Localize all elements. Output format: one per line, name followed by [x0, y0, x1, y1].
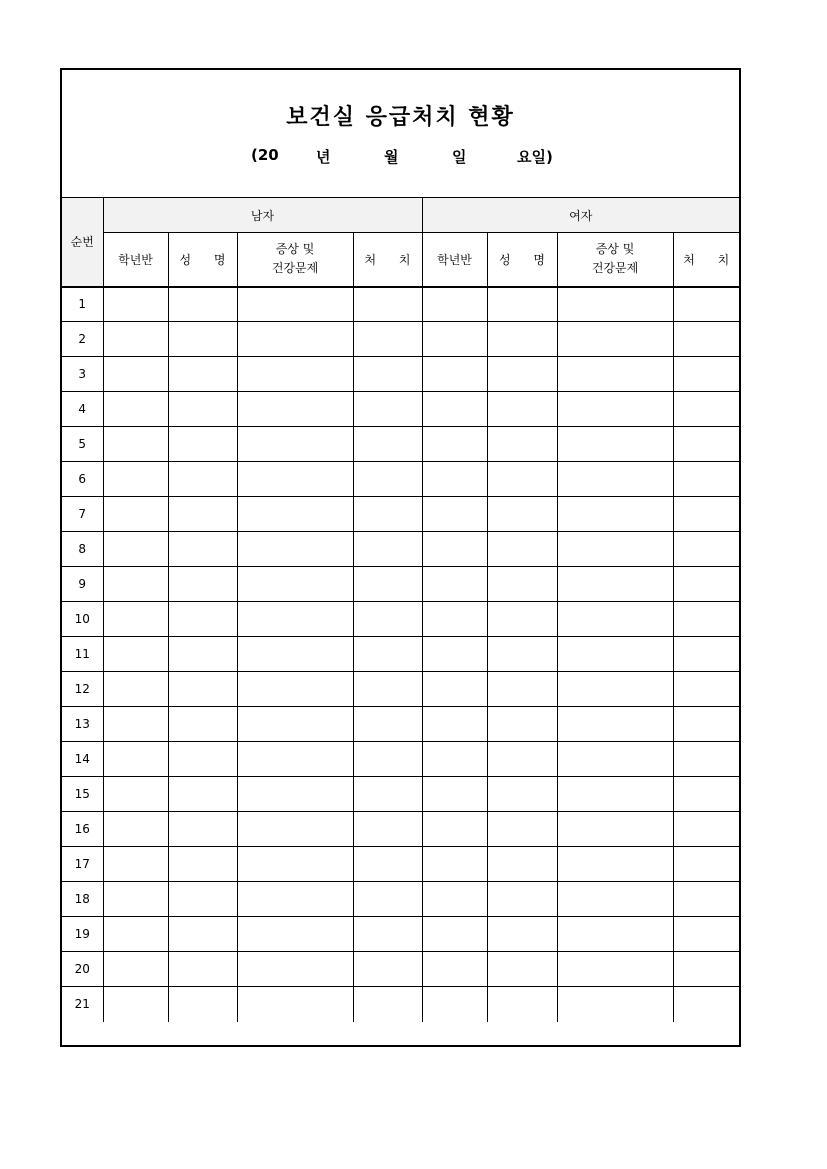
- female-class-cell[interactable]: [422, 917, 487, 952]
- female-treatment-header: 처 치: [673, 233, 739, 287]
- female-symptom-cell[interactable]: [557, 497, 673, 532]
- female-treatment-cell[interactable]: [673, 637, 739, 672]
- female-symptom-cell[interactable]: [557, 742, 673, 777]
- male-class-cell[interactable]: [103, 987, 168, 1022]
- female-treatment-cell[interactable]: [673, 392, 739, 427]
- male-symptom-cell[interactable]: [237, 637, 353, 672]
- female-class-cell[interactable]: [422, 882, 487, 917]
- female-treatment-cell[interactable]: [673, 707, 739, 742]
- male-class-cell[interactable]: [103, 882, 168, 917]
- table-row: [62, 322, 739, 357]
- female-class-cell[interactable]: [422, 532, 487, 567]
- row-number: 10: [62, 602, 103, 637]
- male-symptom-cell[interactable]: [237, 322, 353, 357]
- row-number: 8: [62, 532, 103, 567]
- symptom-header-line2: 건강문제: [271, 261, 319, 276]
- male-treatment-cell[interactable]: [353, 987, 422, 1022]
- male-class-cell[interactable]: [103, 672, 168, 707]
- female-class-cell[interactable]: [422, 602, 487, 637]
- table-row: [62, 602, 739, 637]
- female-name-cell[interactable]: [487, 602, 557, 637]
- table-row: [62, 462, 739, 497]
- male-class-cell[interactable]: [103, 427, 168, 462]
- male-class-cell[interactable]: [103, 777, 168, 812]
- male-treatment-cell[interactable]: [353, 532, 422, 567]
- male-name-cell[interactable]: [168, 987, 237, 1022]
- male-symptom-cell[interactable]: [237, 462, 353, 497]
- male-name-cell[interactable]: [168, 812, 237, 847]
- male-name-cell[interactable]: [168, 882, 237, 917]
- table-row: [62, 777, 739, 812]
- male-treatment-cell[interactable]: [353, 917, 422, 952]
- subtitle-open: (20: [251, 146, 279, 164]
- male-class-cell[interactable]: [103, 637, 168, 672]
- row-number: 19: [62, 917, 103, 952]
- table-row: [62, 287, 739, 322]
- female-name-cell[interactable]: [487, 462, 557, 497]
- female-class-cell[interactable]: [422, 672, 487, 707]
- female-treatment-cell[interactable]: [673, 742, 739, 777]
- table-row: [62, 672, 739, 707]
- female-treatment-cell[interactable]: [673, 847, 739, 882]
- female-class-cell[interactable]: [422, 497, 487, 532]
- female-symptom-header: [557, 233, 673, 287]
- subtitle-month: 월: [384, 148, 399, 166]
- male-class-cell[interactable]: [103, 847, 168, 882]
- male-symptom-cell[interactable]: [237, 497, 353, 532]
- row-number: 18: [62, 882, 103, 917]
- female-treatment-cell[interactable]: [673, 462, 739, 497]
- male-treatment-cell[interactable]: [353, 707, 422, 742]
- table-row: [62, 567, 739, 602]
- male-symptom-cell[interactable]: [237, 742, 353, 777]
- row-number: 3: [62, 357, 103, 392]
- male-name-cell[interactable]: [168, 777, 237, 812]
- female-symptom-cell[interactable]: [557, 987, 673, 1022]
- female-treatment-cell[interactable]: [673, 287, 739, 322]
- male-symptom-cell[interactable]: [237, 672, 353, 707]
- female-class-cell[interactable]: [422, 567, 487, 602]
- row-number: 20: [62, 952, 103, 987]
- male-treatment-cell[interactable]: [353, 882, 422, 917]
- male-treatment-cell[interactable]: [353, 812, 422, 847]
- male-symptom-cell[interactable]: [237, 567, 353, 602]
- male-symptom-cell[interactable]: [237, 777, 353, 812]
- group-header-male: 남자: [103, 198, 422, 233]
- male-name-cell[interactable]: [168, 392, 237, 427]
- title-area: [62, 70, 739, 198]
- row-number: 11: [62, 637, 103, 672]
- order-header: 순번: [62, 198, 103, 287]
- table-row: [62, 742, 739, 777]
- female-symptom-cell[interactable]: [557, 462, 673, 497]
- male-treatment-cell[interactable]: [353, 637, 422, 672]
- female-name-cell[interactable]: [487, 672, 557, 707]
- female-treatment-cell[interactable]: [673, 357, 739, 392]
- female-symptom-cell[interactable]: [557, 287, 673, 322]
- male-symptom-cell[interactable]: [237, 287, 353, 322]
- female-symptom-cell[interactable]: [557, 567, 673, 602]
- female-treatment-cell[interactable]: [673, 672, 739, 707]
- female-name-cell[interactable]: [487, 777, 557, 812]
- male-treatment-cell[interactable]: [353, 742, 422, 777]
- male-treatment-cell[interactable]: [353, 322, 422, 357]
- male-name-cell[interactable]: [168, 847, 237, 882]
- male-treatment-cell[interactable]: [353, 357, 422, 392]
- male-name-cell[interactable]: [168, 322, 237, 357]
- row-number: 17: [62, 847, 103, 882]
- female-name-cell[interactable]: [487, 287, 557, 322]
- female-name-header: 성 명: [487, 233, 557, 287]
- row-number: 21: [62, 987, 103, 1022]
- table-body: [62, 287, 739, 1022]
- female-class-cell[interactable]: [422, 637, 487, 672]
- female-class-cell[interactable]: [422, 987, 487, 1022]
- female-symptom-cell[interactable]: [557, 672, 673, 707]
- female-name-cell[interactable]: [487, 427, 557, 462]
- female-treatment-cell[interactable]: [673, 567, 739, 602]
- male-class-cell[interactable]: [103, 497, 168, 532]
- male-symptom-cell[interactable]: [237, 707, 353, 742]
- table-row: [62, 917, 739, 952]
- female-symptom-cell[interactable]: [557, 637, 673, 672]
- subtitle-day: 일: [452, 148, 467, 166]
- female-symptom-cell[interactable]: [557, 322, 673, 357]
- table-row: [62, 637, 739, 672]
- female-name-cell[interactable]: [487, 637, 557, 672]
- male-class-cell[interactable]: [103, 602, 168, 637]
- male-name-cell[interactable]: [168, 672, 237, 707]
- female-name-cell[interactable]: [487, 322, 557, 357]
- male-symptom-cell[interactable]: [237, 952, 353, 987]
- female-symptom-cell[interactable]: [557, 847, 673, 882]
- female-name-cell[interactable]: [487, 812, 557, 847]
- group-header-female: 여자: [422, 198, 739, 233]
- symptom-header-line2: 건강문제: [591, 261, 639, 276]
- female-symptom-cell[interactable]: [557, 777, 673, 812]
- male-treatment-cell[interactable]: [353, 427, 422, 462]
- male-class-cell[interactable]: [103, 707, 168, 742]
- male-treatment-cell[interactable]: [353, 952, 422, 987]
- female-class-cell[interactable]: [422, 847, 487, 882]
- row-number: 5: [62, 427, 103, 462]
- male-symptom-cell[interactable]: [237, 602, 353, 637]
- subtitle-weekday: 요일): [517, 148, 553, 166]
- female-name-cell[interactable]: [487, 497, 557, 532]
- female-class-header: 학년반: [422, 233, 487, 287]
- male-symptom-cell[interactable]: [237, 882, 353, 917]
- female-treatment-cell[interactable]: [673, 497, 739, 532]
- male-treatment-cell[interactable]: [353, 462, 422, 497]
- female-name-cell[interactable]: [487, 952, 557, 987]
- female-symptom-cell[interactable]: [557, 917, 673, 952]
- female-name-cell[interactable]: [487, 707, 557, 742]
- female-name-cell[interactable]: [487, 987, 557, 1022]
- male-class-cell[interactable]: [103, 952, 168, 987]
- male-treatment-cell[interactable]: [353, 672, 422, 707]
- male-symptom-header: [237, 233, 353, 287]
- male-class-cell[interactable]: [103, 567, 168, 602]
- male-name-cell[interactable]: [168, 952, 237, 987]
- male-treatment-cell[interactable]: [353, 392, 422, 427]
- female-treatment-cell[interactable]: [673, 777, 739, 812]
- table-row: [62, 812, 739, 847]
- male-symptom-cell[interactable]: [237, 917, 353, 952]
- male-treatment-cell[interactable]: [353, 497, 422, 532]
- male-name-header: 성 명: [168, 233, 237, 287]
- form-frame: [60, 68, 741, 1047]
- male-name-cell[interactable]: [168, 567, 237, 602]
- male-name-cell[interactable]: [168, 637, 237, 672]
- first-aid-table: [62, 197, 739, 1022]
- female-class-cell[interactable]: [422, 777, 487, 812]
- male-name-cell[interactable]: [168, 497, 237, 532]
- female-class-cell[interactable]: [422, 812, 487, 847]
- symptom-header-line1: 증상 및: [595, 242, 635, 257]
- table-row: [62, 532, 739, 567]
- female-symptom-cell[interactable]: [557, 532, 673, 567]
- row-number: 1: [62, 287, 103, 322]
- row-number: 6: [62, 462, 103, 497]
- female-class-cell[interactable]: [422, 707, 487, 742]
- table-row: [62, 427, 739, 462]
- male-class-cell[interactable]: [103, 812, 168, 847]
- table-row: [62, 707, 739, 742]
- table-row: [62, 357, 739, 392]
- male-name-cell[interactable]: [168, 357, 237, 392]
- male-treatment-header: 처 치: [353, 233, 422, 287]
- male-treatment-cell[interactable]: [353, 602, 422, 637]
- female-treatment-cell[interactable]: [673, 812, 739, 847]
- female-treatment-cell[interactable]: [673, 602, 739, 637]
- table-row: [62, 882, 739, 917]
- male-class-header: 학년반: [103, 233, 168, 287]
- male-class-cell[interactable]: [103, 742, 168, 777]
- female-treatment-cell[interactable]: [673, 322, 739, 357]
- male-class-cell[interactable]: [103, 532, 168, 567]
- male-name-cell[interactable]: [168, 532, 237, 567]
- female-class-cell[interactable]: [422, 392, 487, 427]
- table-row: [62, 987, 739, 1022]
- female-name-cell[interactable]: [487, 532, 557, 567]
- male-name-cell[interactable]: [168, 917, 237, 952]
- male-treatment-cell[interactable]: [353, 567, 422, 602]
- male-treatment-cell[interactable]: [353, 777, 422, 812]
- male-symptom-cell[interactable]: [237, 357, 353, 392]
- female-class-cell[interactable]: [422, 357, 487, 392]
- male-class-cell[interactable]: [103, 917, 168, 952]
- male-name-cell[interactable]: [168, 742, 237, 777]
- female-symptom-cell[interactable]: [557, 952, 673, 987]
- female-symptom-cell[interactable]: [557, 357, 673, 392]
- female-class-cell[interactable]: [422, 427, 487, 462]
- row-number: 2: [62, 322, 103, 357]
- female-class-cell[interactable]: [422, 462, 487, 497]
- female-class-cell[interactable]: [422, 742, 487, 777]
- male-class-cell[interactable]: [103, 462, 168, 497]
- female-symptom-cell[interactable]: [557, 392, 673, 427]
- male-class-cell[interactable]: [103, 322, 168, 357]
- male-symptom-cell[interactable]: [237, 987, 353, 1022]
- row-number: 4: [62, 392, 103, 427]
- female-treatment-cell[interactable]: [673, 917, 739, 952]
- female-name-cell[interactable]: [487, 567, 557, 602]
- form-title: 보건실 응급처치 현황: [286, 105, 515, 130]
- table-row: [62, 952, 739, 987]
- male-name-cell[interactable]: [168, 287, 237, 322]
- row-number: 7: [62, 497, 103, 532]
- symptom-header-line1: 증상 및: [275, 242, 315, 257]
- female-class-cell[interactable]: [422, 322, 487, 357]
- female-treatment-cell[interactable]: [673, 532, 739, 567]
- female-symptom-cell[interactable]: [557, 812, 673, 847]
- male-name-cell[interactable]: [168, 462, 237, 497]
- subtitle-year: 년: [316, 148, 331, 166]
- female-name-cell[interactable]: [487, 742, 557, 777]
- male-symptom-cell[interactable]: [237, 532, 353, 567]
- male-class-cell[interactable]: [103, 287, 168, 322]
- female-name-cell[interactable]: [487, 847, 557, 882]
- female-name-cell[interactable]: [487, 392, 557, 427]
- male-name-cell[interactable]: [168, 707, 237, 742]
- male-symptom-cell[interactable]: [237, 427, 353, 462]
- female-treatment-cell[interactable]: [673, 987, 739, 1022]
- female-class-cell[interactable]: [422, 287, 487, 322]
- male-symptom-cell[interactable]: [237, 812, 353, 847]
- female-name-cell[interactable]: [487, 917, 557, 952]
- row-number: 9: [62, 567, 103, 602]
- female-symptom-cell[interactable]: [557, 882, 673, 917]
- female-treatment-cell[interactable]: [673, 882, 739, 917]
- row-number: 14: [62, 742, 103, 777]
- male-class-cell[interactable]: [103, 357, 168, 392]
- female-name-cell[interactable]: [487, 882, 557, 917]
- female-treatment-cell[interactable]: [673, 952, 739, 987]
- male-symptom-cell[interactable]: [237, 847, 353, 882]
- female-name-cell[interactable]: [487, 357, 557, 392]
- female-symptom-cell[interactable]: [557, 707, 673, 742]
- male-treatment-cell[interactable]: [353, 847, 422, 882]
- table-row: [62, 847, 739, 882]
- male-name-cell[interactable]: [168, 427, 237, 462]
- male-class-cell[interactable]: [103, 392, 168, 427]
- female-treatment-cell[interactable]: [673, 427, 739, 462]
- row-number: 15: [62, 777, 103, 812]
- male-treatment-cell[interactable]: [353, 287, 422, 322]
- male-symptom-cell[interactable]: [237, 392, 353, 427]
- female-symptom-cell[interactable]: [557, 602, 673, 637]
- female-class-cell[interactable]: [422, 952, 487, 987]
- row-number: 12: [62, 672, 103, 707]
- table-row: [62, 497, 739, 532]
- female-symptom-cell[interactable]: [557, 427, 673, 462]
- row-number: 16: [62, 812, 103, 847]
- table-row: [62, 392, 739, 427]
- male-name-cell[interactable]: [168, 602, 237, 637]
- row-number: 13: [62, 707, 103, 742]
